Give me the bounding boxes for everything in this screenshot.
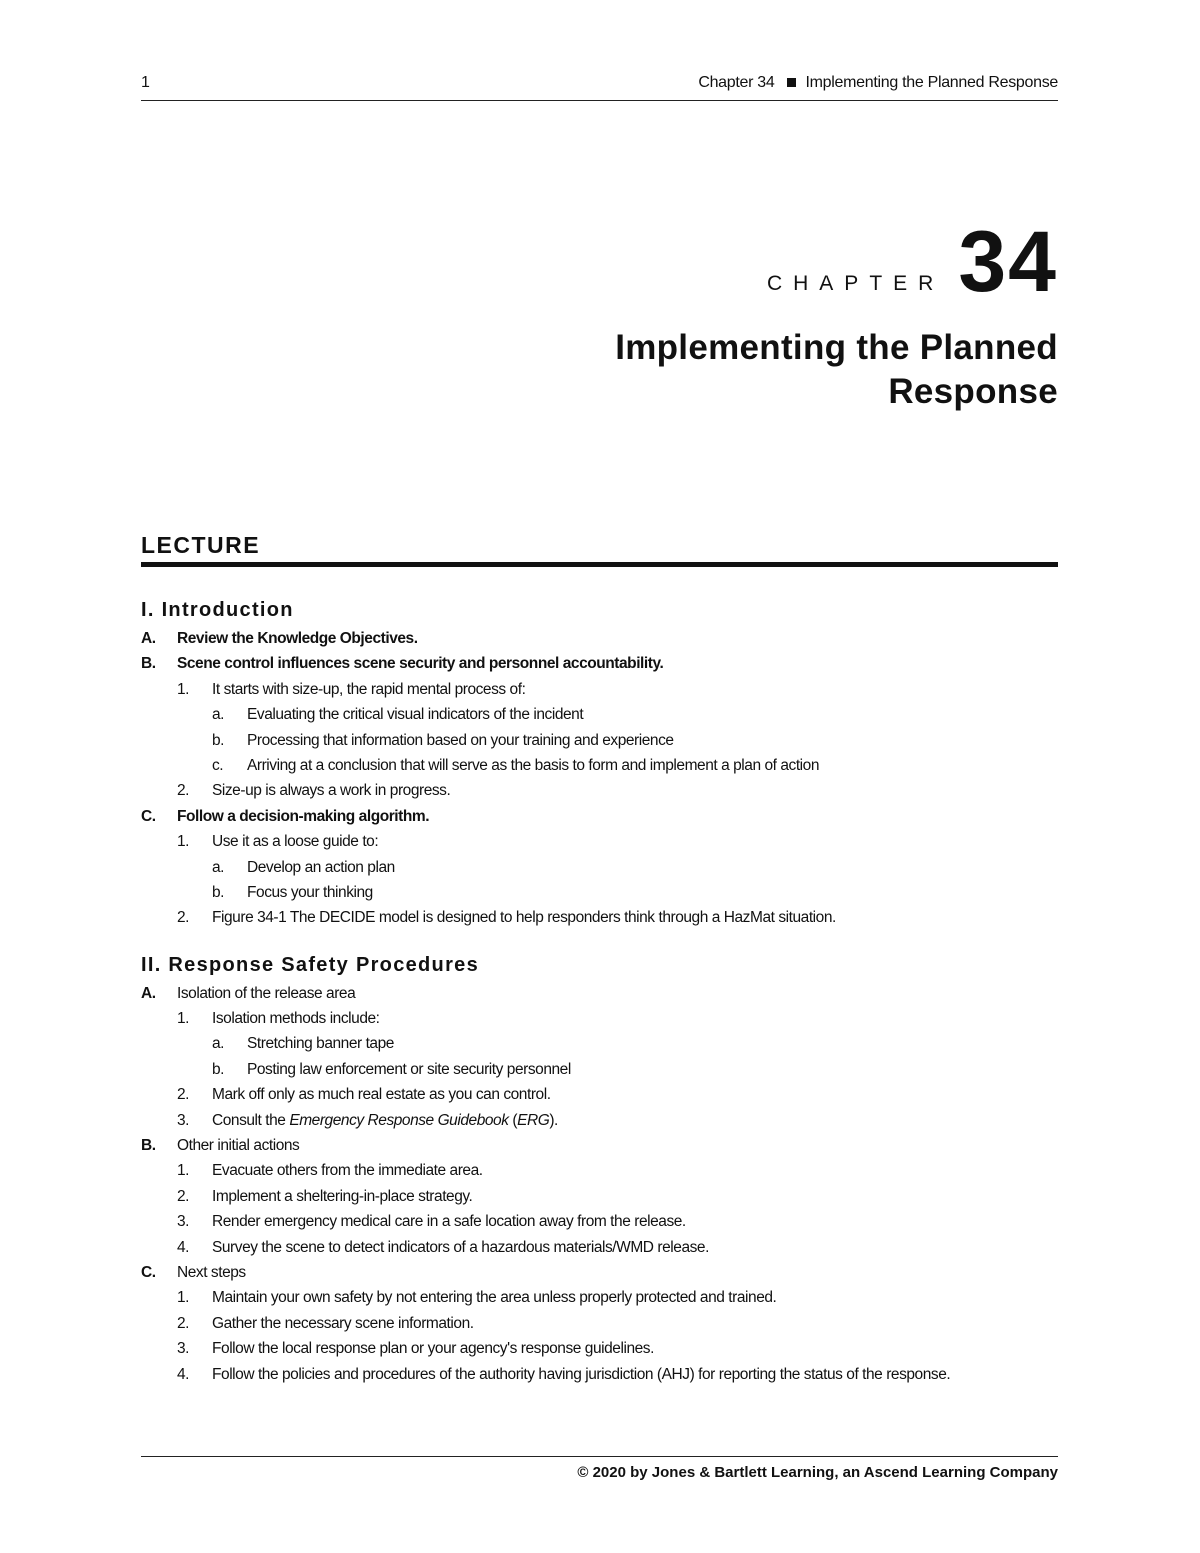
outline-text — [177, 626, 418, 651]
outline-text-part: Implement a sheltering-in-place strategy. — [212, 1187, 473, 1205]
outline-item-level-2 — [141, 1362, 1058, 1387]
section-heading: I. Introduction — [141, 599, 294, 621]
outline-marker: B. — [141, 1137, 156, 1155]
outline-text-part: Survey the scene to detect indicators of a hazardous materials/WMD release. — [212, 1238, 709, 1256]
outline-marker: 2. — [177, 1086, 190, 1104]
chapter-title-line-2: Response — [888, 372, 1058, 411]
outline-text — [212, 1184, 472, 1209]
outline-item-level-2 — [141, 1184, 1058, 1209]
outline-text-part: Render emergency medical care in a safe location away from the release. — [212, 1213, 686, 1231]
outline-item-level-1 — [141, 981, 1058, 1006]
outline-marker: 4. — [177, 1238, 190, 1256]
outline-text — [212, 1006, 380, 1031]
copyright-text: © 2020 by Jones & Bartlett Learning, an Ascend Learning Company — [577, 1464, 1058, 1481]
outline-text-part: ( — [508, 1111, 518, 1129]
outline-item-level-3 — [141, 1057, 1058, 1082]
outline-text-part: Consult the — [212, 1111, 290, 1129]
outline-item-level-2 — [141, 1006, 1058, 1031]
outline-marker: A. — [141, 630, 156, 647]
outline-item-level-3 — [141, 855, 1058, 880]
square-bullet-icon — [787, 78, 796, 87]
outline-text — [247, 753, 819, 778]
outline-item-level-2 — [141, 1082, 1058, 1107]
outline-text-part: Maintain your own safety by not entering the area unless properly protected and trained. — [212, 1289, 777, 1307]
outline-marker: 4. — [177, 1365, 190, 1383]
outline-item-level-2 — [141, 1311, 1058, 1336]
outline-marker: 2. — [177, 1314, 190, 1332]
chapter-word: CHAPTER — [766, 272, 945, 295]
outline-text-part: Isolation of the release area — [177, 984, 356, 1002]
outline-text-part: Follow the policies and procedures of the authority having jurisdiction (AHJ) for reporting the status of the response. — [212, 1365, 951, 1383]
outline-marker: b. — [212, 1060, 225, 1078]
chapter-title-line-1: Implementing the Planned — [615, 328, 1058, 367]
outline-item-level-3 — [141, 728, 1058, 753]
lecture-heading-text: LECTURE — [141, 532, 261, 558]
outline-text-part: Evacuate others from the immediate area. — [212, 1162, 483, 1180]
outline-item-level-1 — [141, 626, 1058, 651]
outline-marker: 1. — [177, 1010, 190, 1028]
outline-marker: 2. — [177, 1187, 190, 1205]
outline-marker: c. — [212, 756, 224, 774]
outline-text — [247, 855, 395, 880]
outline-item-level-2 — [141, 905, 1058, 930]
outline-item-level-2 — [141, 1235, 1058, 1260]
outline-item-level-2 — [141, 829, 1058, 854]
outline-text — [212, 677, 525, 702]
outline-text — [212, 778, 450, 803]
outline-text — [177, 1133, 299, 1158]
chapter-number: 34 — [958, 214, 1058, 310]
outline-text — [247, 880, 373, 905]
outline-item-level-1 — [141, 651, 1058, 676]
outline-item-level-2 — [141, 677, 1058, 702]
running-chapter: Chapter 34 — [698, 74, 775, 91]
outline-text-part: Focus your thinking — [247, 883, 373, 901]
outline-item-level-2 — [141, 1209, 1058, 1234]
outline-text-part: Processing that information based on your training and experience — [247, 731, 674, 749]
outline-text — [212, 1158, 483, 1183]
outline-text-part: Other initial actions — [177, 1137, 300, 1155]
outline-text-part: Size-up is always a work in progress. — [212, 782, 451, 800]
outline-text — [177, 981, 355, 1006]
outline-marker: 1. — [177, 833, 190, 851]
outline-marker: C. — [141, 1263, 156, 1281]
chapter-heading — [766, 214, 1058, 310]
outline-text-part: Posting law enforcement or site security personnel — [247, 1060, 571, 1078]
outline-marker: a. — [212, 858, 225, 876]
outline-item-level-3 — [141, 753, 1058, 778]
outline-marker: 3. — [177, 1111, 190, 1129]
outline-text-part: Scene control influences scene security and personnel accountability. — [177, 655, 664, 673]
lecture-heading — [141, 532, 1058, 567]
outline-text — [177, 651, 663, 676]
outline-marker: b. — [212, 883, 225, 901]
outline-text — [212, 1235, 709, 1260]
outline-text — [212, 1108, 558, 1133]
outline-marker: a. — [212, 1035, 225, 1053]
outline-text — [212, 1082, 551, 1107]
outline-text — [212, 829, 378, 854]
page-header — [141, 72, 1058, 101]
page-number: 1 — [141, 74, 150, 91]
page-footer — [141, 1456, 1058, 1481]
outline-item-level-3 — [141, 880, 1058, 905]
outline-item-level-2 — [141, 1108, 1058, 1133]
outline-text — [247, 702, 583, 727]
outline-text-part: Stretching banner tape — [247, 1035, 394, 1053]
outline-marker: 2. — [177, 782, 190, 800]
outline-marker: 1. — [177, 1162, 190, 1180]
outline-text — [247, 728, 674, 753]
outline-item-level-2 — [141, 1285, 1058, 1310]
lecture-outline — [141, 596, 1058, 1387]
outline-text — [212, 1336, 654, 1361]
outline-text-part: Gather the necessary scene information. — [212, 1314, 474, 1332]
chapter-title — [498, 326, 1058, 414]
outline-text — [177, 804, 429, 829]
outline-text-part: Follow a decision-making algorithm. — [177, 807, 430, 825]
outline-text-italic: Emergency Response Guidebook — [289, 1111, 509, 1129]
section-heading: II. Response Safety Procedures — [141, 953, 480, 976]
outline-text-part: It starts with size-up, the rapid mental process of: — [212, 680, 526, 698]
outline-item-level-2 — [141, 778, 1058, 803]
running-title: Implementing the Planned Response — [805, 74, 1058, 91]
outline-marker: A. — [141, 984, 156, 1002]
outline-text-part: Evaluating the critical visual indicators of the incident — [247, 706, 584, 724]
outline-marker: 1. — [177, 680, 190, 698]
outline-item-level-3 — [141, 1031, 1058, 1056]
outline-marker: a. — [212, 706, 225, 724]
outline-text-part: Figure 34-1 The DECIDE model is designed to help responders think through a HazMat situation. — [212, 909, 836, 927]
outline-text-part: Use it as a loose guide to: — [212, 833, 379, 851]
outline-text — [247, 1031, 394, 1056]
outline-text-part: Review the Knowledge Objectives. — [177, 630, 418, 647]
outline-text-part: ). — [549, 1111, 558, 1129]
outline-item-level-2 — [141, 1336, 1058, 1361]
outline-item-level-2 — [141, 1158, 1058, 1183]
outline-text — [212, 1209, 686, 1234]
outline-item-level-3 — [141, 702, 1058, 727]
outline-marker: C. — [141, 807, 156, 825]
outline-text — [212, 1362, 950, 1387]
outline-marker: B. — [141, 655, 156, 673]
outline-marker: 2. — [177, 909, 190, 927]
outline-text — [247, 1057, 571, 1082]
outline-text-part: Isolation methods include: — [212, 1010, 380, 1028]
running-head — [698, 74, 1058, 92]
outline-marker: b. — [212, 731, 225, 749]
outline-text-italic: ERG — [517, 1111, 550, 1129]
outline-marker: 1. — [177, 1289, 190, 1307]
outline-item-level-1 — [141, 804, 1058, 829]
outline-item-level-1 — [141, 1133, 1058, 1158]
outline-marker: 3. — [177, 1340, 190, 1358]
outline-item-level-1 — [141, 1260, 1058, 1285]
outline-text-part: Develop an action plan — [247, 858, 395, 876]
outline-text-part: Follow the local response plan or your agency's response guidelines. — [212, 1340, 654, 1358]
outline-text-part: Next steps — [177, 1263, 246, 1281]
outline-text — [212, 905, 836, 930]
outline-text — [212, 1285, 776, 1310]
section-gap — [141, 931, 1058, 951]
outline-text-part: Arriving at a conclusion that will serve as the basis to form and implement a plan of action — [247, 756, 820, 774]
outline-marker: 3. — [177, 1213, 190, 1231]
outline-text — [212, 1311, 474, 1336]
outline-text — [177, 1260, 246, 1285]
outline-text-part: Mark off only as much real estate as you can control. — [212, 1086, 551, 1104]
